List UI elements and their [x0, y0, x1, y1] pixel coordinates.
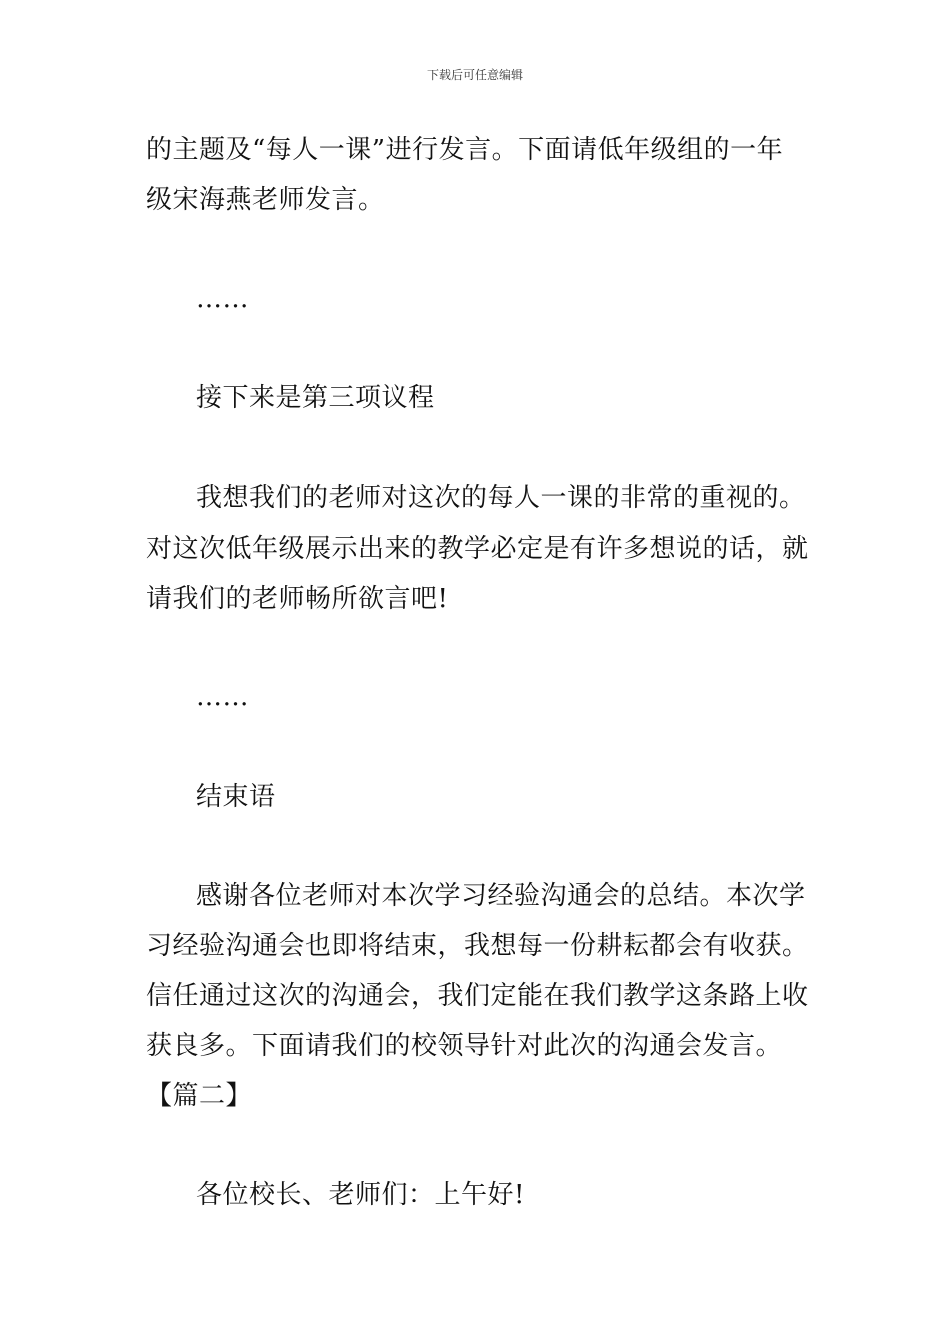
- paragraph-line: 获良多。下面请我们的校领导针对此次的沟通会发言。: [146, 1031, 783, 1061]
- ellipsis-line: ……: [196, 682, 249, 712]
- paragraph-line: 对这次低年级展示出来的教学必定是有许多想说的话，就: [146, 534, 809, 564]
- paragraph-line: 信任通过这次的沟通会，我们定能在我们教学这条路上收: [146, 981, 809, 1011]
- paragraph-line: 感谢各位老师对本次学习经验沟通会的总结。本次学: [196, 881, 806, 911]
- page-header: 下载后可任意编辑: [426, 68, 523, 82]
- part-heading: 【篇二】: [146, 1081, 253, 1111]
- paragraph-line: 习经验沟通会也即将结束，我想每一份耕耘都会有收获。: [146, 931, 809, 961]
- greeting-line: 各位校长、老师们：上午好!: [196, 1180, 525, 1210]
- paragraph-line: 我想我们的老师对这次的每人一课的非常的重视的。: [196, 483, 806, 513]
- ellipsis-line: ……: [196, 284, 249, 314]
- paragraph-line: 请我们的老师畅所欲言吧!: [146, 584, 449, 614]
- paragraph-line: 级宋海燕老师发言。: [146, 185, 385, 215]
- section-heading: 结束语: [196, 782, 276, 812]
- paragraph-line: 的主题及“每人一课”进行发言。下面请低年级组的一年: [146, 135, 784, 165]
- paragraph-line: 接下来是第三项议程: [196, 383, 435, 413]
